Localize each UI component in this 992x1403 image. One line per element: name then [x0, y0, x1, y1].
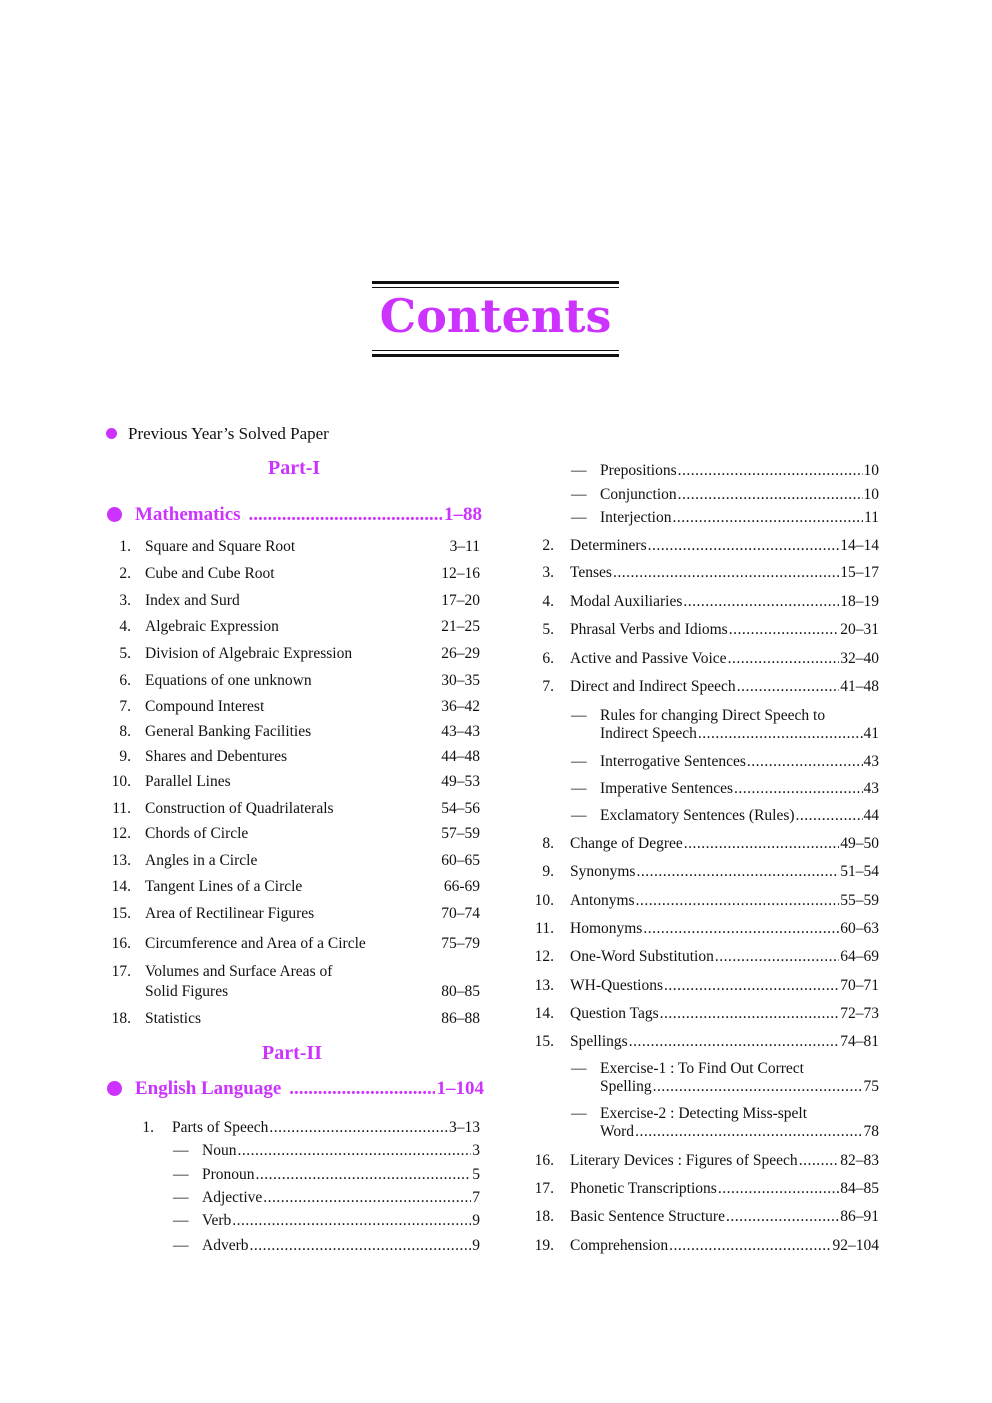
- entry-pages: 41: [863, 725, 879, 742]
- leader-dots: [289, 1078, 434, 1100]
- entry-number: 4.: [542, 593, 554, 610]
- entry-title: Tenses: [570, 564, 612, 581]
- entry-number: 14.: [111, 878, 131, 895]
- entry-title: Comprehension: [570, 1237, 669, 1254]
- entry-title: Equations of one unknown: [145, 672, 312, 689]
- english-entry[interactable]: [570, 1004, 879, 1023]
- entry-number: 6.: [542, 650, 554, 667]
- entry-title: Conjunction: [600, 486, 677, 503]
- entry-title: Active and Passive Voice: [570, 650, 727, 667]
- section-pages: 1–88: [444, 504, 482, 525]
- english-subentry[interactable]: [202, 1236, 480, 1255]
- dash-marker: —: [173, 1189, 189, 1206]
- entry-pages: 41–48: [840, 678, 879, 695]
- entry-pages: 3: [472, 1142, 480, 1159]
- math-entry[interactable]: [100, 537, 485, 557]
- math-entry[interactable]: [100, 1009, 485, 1029]
- entry-title: Interrogative Sentences: [600, 753, 746, 770]
- entry-pages: 12–16: [441, 565, 480, 582]
- entry-number: 11.: [112, 800, 131, 817]
- entry-number: 5.: [542, 621, 554, 638]
- entry-pages: 86–88: [441, 1010, 480, 1027]
- dash-marker: —: [571, 1060, 587, 1077]
- entry-pages: 43–43: [441, 723, 480, 740]
- leader-dots: [678, 485, 863, 504]
- leader-dots: [269, 1118, 448, 1137]
- entry-pages: 5: [472, 1166, 480, 1183]
- entry-pages: 26–29: [441, 645, 480, 662]
- leader-dots: [728, 649, 840, 668]
- entry-number: 7.: [119, 698, 131, 715]
- entry-pages: 55–59: [840, 892, 879, 909]
- leader-dots: [747, 752, 863, 771]
- english-subentry[interactable]: [600, 752, 879, 771]
- leader-dots: [678, 461, 863, 480]
- dash-marker: —: [571, 780, 587, 797]
- entry-number: 18.: [111, 1010, 131, 1027]
- entry-pages: 60–63: [840, 920, 879, 937]
- leader-dots: [683, 592, 839, 611]
- entry-pages: 92–104: [832, 1237, 879, 1254]
- entry-title: Direct and Indirect Speech: [570, 678, 736, 695]
- english-entry[interactable]: [570, 536, 879, 555]
- entry-title: Cube and Cube Root: [145, 565, 275, 582]
- entry-title: Indirect Speech: [600, 725, 697, 742]
- entry-title: Exclamatory Sentences (Rules): [600, 807, 795, 824]
- math-entry[interactable]: [100, 824, 485, 844]
- title-rule-top-1: [372, 281, 619, 284]
- entry-title: Change of Degree: [570, 835, 683, 852]
- entry-pages: 84–85: [840, 1180, 879, 1197]
- english-entry[interactable]: [570, 1179, 879, 1198]
- english-subentry[interactable]: [600, 1122, 879, 1141]
- english-subentry[interactable]: [600, 724, 879, 743]
- english-subentry[interactable]: [600, 806, 879, 825]
- entry-number: 8.: [119, 723, 131, 740]
- dash-marker: —: [571, 707, 587, 724]
- math-entry[interactable]: [100, 877, 485, 897]
- entry-title: Interjection: [600, 509, 672, 526]
- entry-title: Imperative Sentences: [600, 780, 733, 797]
- title-rule-bottom-1: [372, 350, 619, 351]
- entry-pages: 30–35: [441, 672, 480, 689]
- english-subentry[interactable]: [600, 1077, 879, 1096]
- entry-pages: 74–81: [840, 1033, 879, 1050]
- dash-marker: —: [173, 1166, 189, 1183]
- entry-title-line2: Solid Figures: [145, 983, 229, 1000]
- english-entry[interactable]: [570, 563, 879, 582]
- entry-pages: 44: [863, 807, 879, 824]
- english-subentry[interactable]: [202, 1188, 480, 1207]
- entry-pages: 54–56: [441, 800, 480, 817]
- entry-number: 13.: [534, 977, 554, 994]
- intro-text: Previous Year’s Solved Paper: [128, 424, 329, 443]
- entry-pages: 14–14: [840, 537, 879, 554]
- leader-dots: [684, 834, 839, 853]
- leader-dots: [648, 536, 840, 555]
- leader-dots: [734, 779, 863, 798]
- entry-number: 2.: [119, 565, 131, 582]
- leader-dots: [729, 620, 840, 639]
- entry-title: Verb: [202, 1212, 232, 1229]
- english-entry[interactable]: [570, 1032, 879, 1051]
- entry-number: 6.: [119, 672, 131, 689]
- math-entry[interactable]: [100, 934, 485, 954]
- english-entry[interactable]: [570, 1236, 879, 1255]
- leader-dots: [237, 1141, 471, 1160]
- leader-dots: [799, 1151, 840, 1170]
- entry-number: 19.: [534, 1237, 554, 1254]
- english-subentry[interactable]: [202, 1165, 480, 1184]
- leader-dots: [653, 1077, 863, 1096]
- entry-title: Compound Interest: [145, 698, 265, 715]
- math-entry[interactable]: [100, 617, 485, 637]
- leader-dots: [664, 976, 839, 995]
- entry-title: Parts of Speech: [172, 1119, 269, 1136]
- leader-dots: [737, 677, 840, 696]
- leader-dots: [672, 508, 863, 527]
- english-subentry[interactable]: [600, 508, 879, 527]
- entry-pages: 10: [863, 462, 879, 479]
- english-bullet: [107, 1081, 122, 1096]
- entry-title: Statistics: [145, 1010, 201, 1027]
- entry-number: 3.: [119, 592, 131, 609]
- entry-pages: 9: [472, 1237, 480, 1254]
- math-entry[interactable]: [100, 851, 485, 871]
- entry-pages: 17–20: [441, 592, 480, 609]
- entry-pages: 60–65: [441, 852, 480, 869]
- math-entry[interactable]: [100, 722, 485, 742]
- leader-dots: [263, 1188, 471, 1207]
- entry-title: Synonyms: [570, 863, 636, 880]
- entry-number: 7.: [542, 678, 554, 695]
- english-subentry[interactable]: [600, 779, 879, 798]
- math-entry[interactable]: [100, 799, 485, 819]
- english-entry[interactable]: [570, 620, 879, 639]
- entry-title: Parallel Lines: [145, 773, 231, 790]
- entry-title: Tangent Lines of a Circle: [145, 878, 303, 895]
- entry-number: 2.: [542, 537, 554, 554]
- entry-pages: 3–11: [449, 538, 480, 555]
- entry-title: Exercise-1 : To Find Out Correct: [600, 1060, 804, 1077]
- entry-number: 13.: [111, 852, 131, 869]
- leader-dots: [636, 891, 840, 910]
- entry-pages: 21–25: [441, 618, 480, 635]
- entry-title: Construction of Quadrilaterals: [145, 800, 334, 817]
- entry-title: One-Word Substitution: [570, 948, 714, 965]
- entry-title: Exercise-2 : Detecting Miss-spelt: [600, 1105, 808, 1122]
- dash-marker: —: [571, 509, 587, 526]
- entry-pages: 64–69: [840, 948, 879, 965]
- title-rule-bottom-2: [372, 354, 619, 357]
- entry-title: Modal Auxiliaries: [570, 593, 683, 610]
- entry-pages: 78: [863, 1123, 879, 1140]
- english-entry[interactable]: [570, 947, 879, 966]
- entry-title: Antonyms: [570, 892, 635, 909]
- english-entry[interactable]: [172, 1118, 480, 1137]
- entry-title: Shares and Debentures: [145, 748, 288, 765]
- entry-pages: 82–83: [840, 1152, 879, 1169]
- entry-pages: 57–59: [441, 825, 480, 842]
- entry-pages: 10: [863, 486, 879, 503]
- entry-number: 9.: [542, 863, 554, 880]
- entry-title: Homonyms: [570, 920, 643, 937]
- entry-pages: 43: [863, 780, 879, 797]
- entry-title: Spellings: [570, 1033, 628, 1050]
- entry-title: Division of Algebraic Expression: [145, 645, 353, 662]
- english-entry[interactable]: [570, 891, 879, 910]
- dash-marker: —: [173, 1212, 189, 1229]
- entry-title: Spelling: [600, 1078, 652, 1095]
- entry-pages: 15–17: [840, 564, 879, 581]
- entry-pages: 86–91: [840, 1208, 879, 1225]
- entry-title: WH-Questions: [570, 977, 663, 994]
- math-entry[interactable]: [100, 591, 485, 611]
- leader-dots: [660, 1004, 840, 1023]
- entry-number: 4.: [119, 618, 131, 635]
- entry-number: 17.: [534, 1180, 554, 1197]
- dash-marker: —: [571, 462, 587, 479]
- entry-pages: 70–74: [441, 905, 480, 922]
- english-subentry[interactable]: [600, 485, 879, 504]
- english-entry[interactable]: [570, 592, 879, 611]
- english-entry[interactable]: [570, 834, 879, 853]
- entry-pages: 36–42: [441, 698, 480, 715]
- entry-pages: 75–79: [441, 935, 480, 952]
- entry-number: 16.: [534, 1152, 554, 1169]
- section-pages: 1–104: [436, 1078, 484, 1099]
- entry-title: Pronoun: [202, 1166, 255, 1183]
- leader-dots: [726, 1207, 839, 1226]
- entry-number: 1.: [142, 1119, 154, 1136]
- entry-title: Circumference and Area of a Circle: [145, 935, 366, 952]
- english-section[interactable]: [135, 1078, 484, 1100]
- math-entry[interactable]: [100, 564, 485, 584]
- leader-dots: [629, 1032, 840, 1051]
- english-entry[interactable]: [570, 976, 879, 995]
- entry-pages: 32–40: [840, 650, 879, 667]
- entry-pages: 3–13: [449, 1119, 480, 1136]
- leader-dots: [698, 724, 863, 743]
- mathematics-section[interactable]: [135, 504, 482, 526]
- section-title: Mathematics: [135, 504, 241, 525]
- english-entry[interactable]: [570, 919, 879, 938]
- english-entry[interactable]: [570, 649, 879, 668]
- entry-pages: 7: [472, 1189, 480, 1206]
- entry-title: Phonetic Transcriptions: [570, 1180, 717, 1197]
- leader-dots: [718, 1179, 839, 1198]
- english-subentry[interactable]: [600, 461, 879, 480]
- entry-title: Algebraic Expression: [145, 618, 279, 635]
- entry-pages: 75: [863, 1078, 879, 1095]
- entry-pages: 80–85: [441, 983, 480, 1000]
- dash-marker: —: [571, 753, 587, 770]
- entry-title: Basic Sentence Structure: [570, 1208, 725, 1225]
- entry-title: Noun: [202, 1142, 237, 1159]
- leader-dots: [232, 1211, 471, 1230]
- entry-title: Determiners: [570, 537, 647, 554]
- entry-number: 12.: [534, 948, 554, 965]
- entry-number: 17.: [111, 963, 131, 980]
- leader-dots: [643, 919, 839, 938]
- entry-number: 14.: [534, 1005, 554, 1022]
- math-entry[interactable]: [100, 904, 485, 924]
- math-entry[interactable]: [100, 962, 485, 1002]
- dash-marker: —: [173, 1237, 189, 1254]
- intro-bullet: [106, 428, 117, 439]
- leader-dots: [715, 947, 839, 966]
- entry-number: 11.: [535, 920, 554, 937]
- entry-title: Adverb: [202, 1237, 249, 1254]
- english-entry[interactable]: [570, 1151, 879, 1170]
- dash-marker: —: [571, 807, 587, 824]
- english-entry[interactable]: [570, 677, 879, 696]
- dash-marker: —: [571, 1105, 587, 1122]
- entry-pages: 72–73: [840, 1005, 879, 1022]
- entry-title: Chords of Circle: [145, 825, 249, 842]
- mathematics-bullet: [107, 507, 122, 522]
- leader-dots: [669, 1236, 831, 1255]
- entry-number: 16.: [111, 935, 131, 952]
- page-title: Contents: [379, 289, 612, 343]
- entry-number: 8.: [542, 835, 554, 852]
- entry-number: 12.: [111, 825, 131, 842]
- leader-dots: [256, 1165, 472, 1184]
- entry-title: Phrasal Verbs and Idioms: [570, 621, 728, 638]
- dash-marker: —: [571, 486, 587, 503]
- part-2-heading: Part-II: [262, 1042, 322, 1064]
- entry-title: Literary Devices : Figures of Speech: [570, 1152, 798, 1169]
- english-entry[interactable]: [570, 862, 879, 881]
- english-subentry[interactable]: [202, 1141, 480, 1160]
- entry-pages: 66-69: [443, 878, 480, 895]
- entry-pages: 11: [864, 509, 879, 526]
- english-entry[interactable]: [570, 1207, 879, 1226]
- entry-pages: 70–71: [840, 977, 879, 994]
- entry-pages: 49–50: [840, 835, 879, 852]
- math-entry[interactable]: [100, 697, 485, 717]
- dash-marker: —: [173, 1142, 189, 1159]
- entry-title: Area of Rectilinear Figures: [145, 905, 315, 922]
- entry-pages: 49–53: [441, 773, 480, 790]
- entry-pages: 9: [472, 1212, 480, 1229]
- entry-title: General Banking Facilities: [145, 723, 312, 740]
- entry-title: Word: [600, 1123, 635, 1140]
- leader-dots: [250, 1236, 472, 1255]
- leader-dots: [635, 1122, 862, 1141]
- entry-pages: 43: [863, 753, 879, 770]
- english-subentry[interactable]: [202, 1211, 480, 1230]
- math-entry[interactable]: [100, 671, 485, 691]
- entry-title: Prepositions: [600, 462, 677, 479]
- entry-number: 10.: [111, 773, 131, 790]
- entry-number: 9.: [119, 748, 131, 765]
- entry-pages: 44–48: [441, 748, 480, 765]
- entry-pages: 20–31: [840, 621, 879, 638]
- entry-title: Adjective: [202, 1189, 263, 1206]
- entry-title: Volumes and Surface Areas of: [145, 963, 333, 980]
- entry-number: 18.: [534, 1208, 554, 1225]
- entry-title: Index and Surd: [145, 592, 240, 609]
- leader-dots: [613, 563, 839, 582]
- entry-number: 15.: [534, 1033, 554, 1050]
- math-entry[interactable]: [100, 644, 485, 664]
- section-title: English Language: [135, 1078, 282, 1099]
- entry-number: 15.: [111, 905, 131, 922]
- entry-title: Question Tags: [570, 1005, 659, 1022]
- entry-number: 10.: [534, 892, 554, 909]
- leader-dots: [796, 806, 863, 825]
- leader-dots: [249, 504, 442, 526]
- entry-number: 5.: [119, 645, 131, 662]
- math-entry[interactable]: [100, 747, 485, 767]
- leader-dots: [636, 862, 839, 881]
- entry-title: Rules for changing Direct Speech to: [600, 707, 826, 724]
- part-1-heading: Part-I: [268, 457, 321, 479]
- entry-pages: 51–54: [840, 863, 879, 880]
- entry-pages: 18–19: [840, 593, 879, 610]
- entry-title: Angles in a Circle: [145, 852, 258, 869]
- math-entry[interactable]: [100, 772, 485, 792]
- entry-title: Square and Square Root: [145, 538, 296, 555]
- entry-number: 1.: [119, 538, 131, 555]
- entry-number: 3.: [542, 564, 554, 581]
